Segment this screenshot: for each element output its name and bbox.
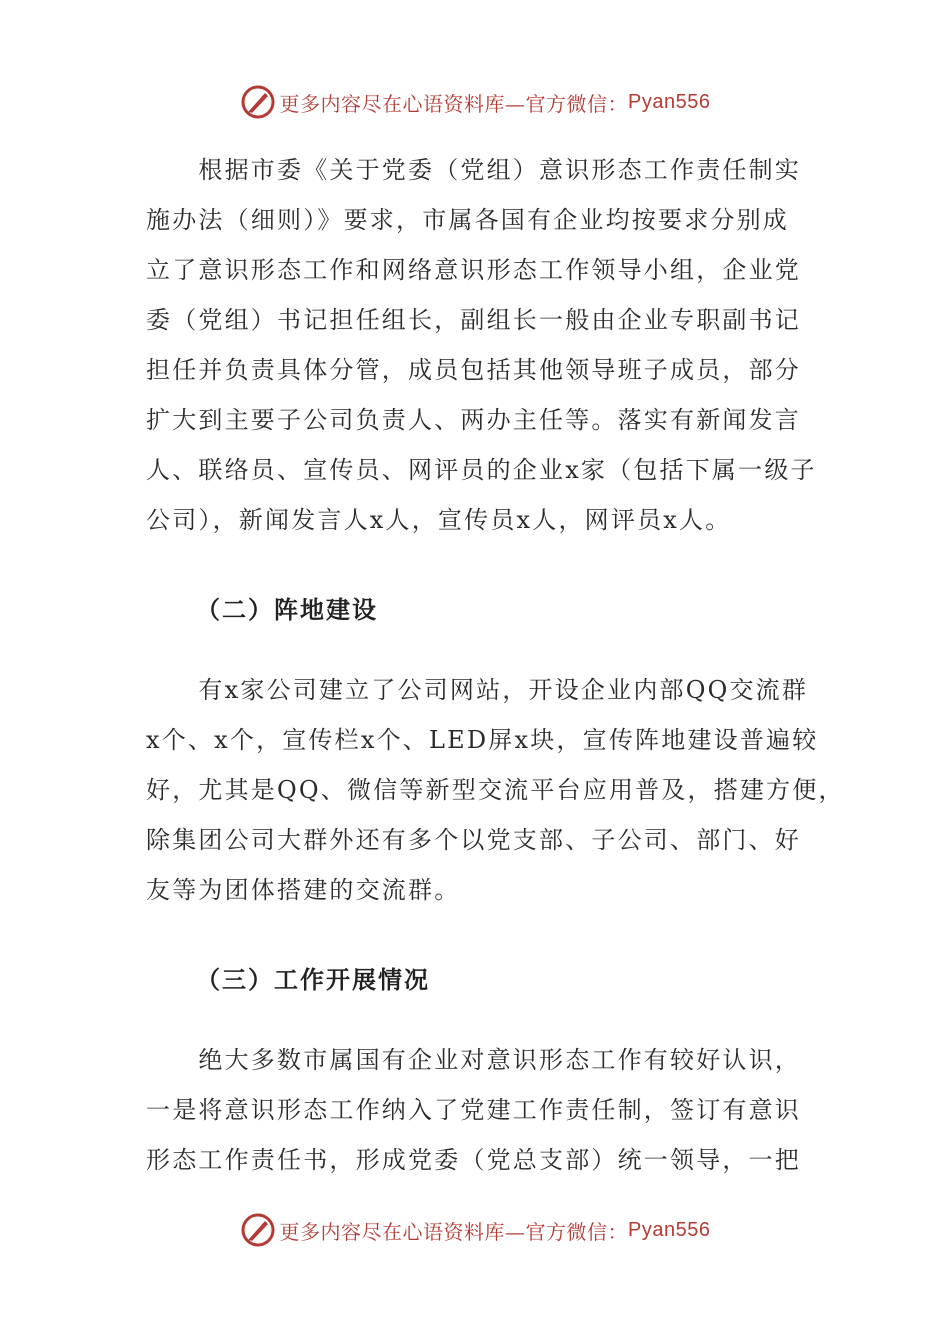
- text-line: 立了意识形态工作和网络意识形态工作领导小组，企业党: [146, 256, 801, 284]
- header-watermark: [0, 82, 950, 122]
- text-line: 扩大到主要子公司负责人、两办主任等。落实有新闻发言: [146, 406, 801, 434]
- text-line: 有x家公司建立了公司网站，开设企业内部QQ交流群: [146, 676, 809, 704]
- paragraph-2: [146, 665, 845, 915]
- text-line: 一是将意识形态工作纳入了党建工作责任制，签订有意识: [146, 1096, 801, 1124]
- text-line: 友等为团体搭建的交流群。: [146, 876, 461, 904]
- text-line: 担任并负责具体分管，成员包括其他领导班子成员，部分: [146, 356, 801, 384]
- section-heading-2: （二）阵地建设: [196, 596, 378, 624]
- text-line: 施办法（细则）》要求，市属各国有企业均按要求分别成: [146, 206, 789, 234]
- text-line: 根据市委《关于党委（党组）意识形态工作责任制实: [146, 156, 801, 184]
- text-line: x个、x个，宣传栏x个、LED屏x块，宣传阵地建设普遍较: [146, 726, 819, 754]
- quill-logo-icon: [240, 84, 276, 120]
- paragraph-3: [146, 1035, 806, 1185]
- footer-watermark: [0, 1210, 950, 1250]
- text-line: 除集团公司大群外还有多个以党支部、子公司、部门、好: [146, 826, 801, 854]
- watermark-text: 更多内容尽在心语资料库—官方微信：: [279, 1219, 629, 1244]
- watermark-wechat-id: Pyan556: [628, 90, 711, 113]
- section-heading-3: （三）工作开展情况: [196, 966, 430, 994]
- text-line: 人、联络员、宣传员、网评员的企业x家（包括下属一级子: [146, 456, 817, 484]
- text-line: 好，尤其是QQ、微信等新型交流平台应用普及，搭建方便，: [146, 776, 845, 804]
- text-line: 公司），新闻发言人x人，宣传员x人，网评员x人。: [146, 506, 732, 534]
- paragraph-1: [146, 145, 817, 545]
- text-line: 绝大多数市属国有企业对意识形态工作有较好认识，: [146, 1046, 801, 1074]
- watermark-text: 更多内容尽在心语资料库—官方微信：: [279, 91, 629, 116]
- watermark-wechat-id: Pyan556: [628, 1218, 711, 1241]
- text-line: 委（党组）书记担任组长，副组长一般由企业专职副书记: [146, 306, 801, 334]
- text-line: 形态工作责任书，形成党委（党总支部）统一领导，一把: [146, 1146, 801, 1174]
- quill-logo-icon: [240, 1212, 276, 1248]
